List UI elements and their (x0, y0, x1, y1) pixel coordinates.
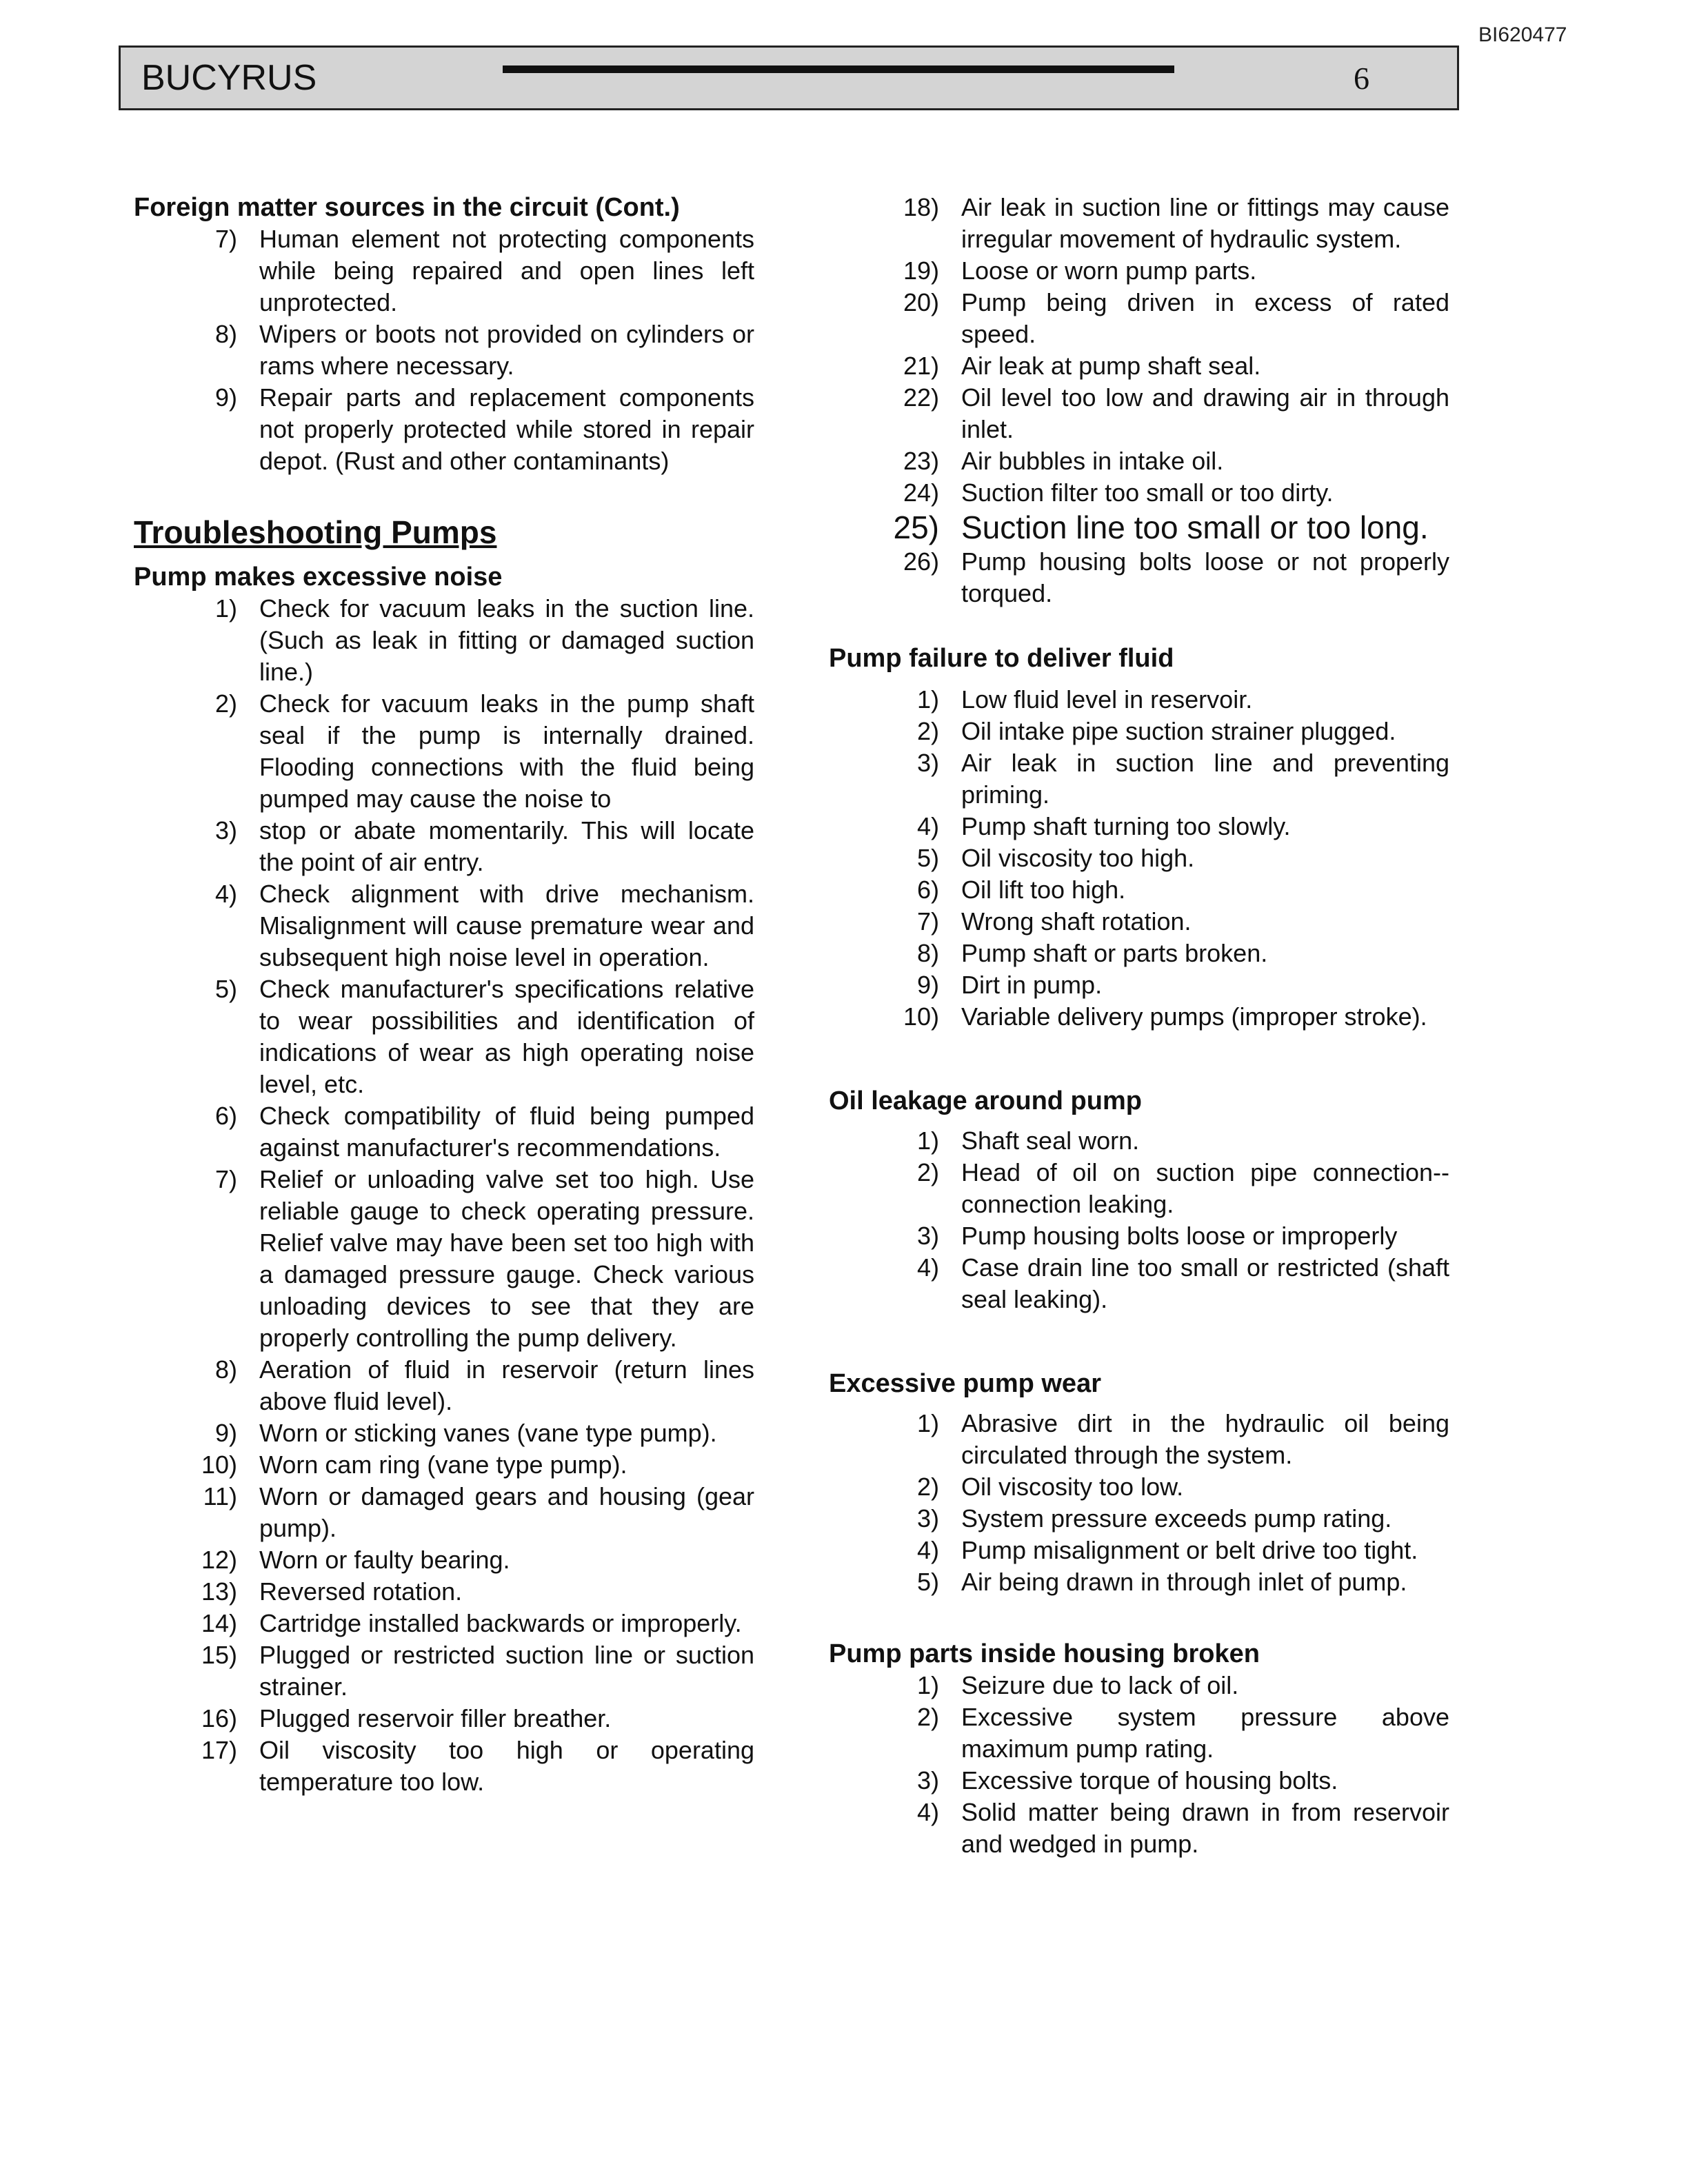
list-item-text: Loose or worn pump parts. (961, 256, 1257, 285)
noise-heading: Pump makes excessive noise (134, 563, 503, 592)
list-item-number: 4) (916, 812, 939, 840)
list-item (161, 1735, 754, 1798)
list-item-number: 4) (916, 1536, 939, 1564)
list-item-text: Case drain line too small or restricted (shaft seal leaking). (961, 1253, 1449, 1313)
list-item-text: System pressure exceeds pump rating. (961, 1504, 1392, 1533)
list-item-number: 5) (214, 975, 237, 1003)
list-item (161, 1481, 754, 1544)
list-item-text: Air being drawn in through inlet of pump. (961, 1568, 1407, 1596)
noise-list (161, 593, 754, 1798)
list-item-text: Suction line too small or too long. (961, 509, 1429, 545)
list-item-number: 1) (916, 685, 939, 714)
list-item (863, 255, 1449, 287)
list-item (863, 1157, 1449, 1220)
list-item (161, 1639, 754, 1703)
list-item (863, 1220, 1449, 1252)
list-item-number: 4) (916, 1798, 939, 1826)
list-item-text: Check manufacturer's specifications relative to wear possibilities and identification of indications of wear as high operating noise level, etc. (259, 975, 754, 1098)
list-item (863, 1670, 1449, 1701)
list-item (161, 1703, 754, 1735)
list-item-number: 7) (214, 1165, 237, 1193)
list-item-number: 15) (201, 1641, 237, 1669)
list-item (161, 1449, 754, 1481)
list-item-text: Check for vacuum leaks in the pump shaft seal if the pump is internally drained. Flooding connections with the fluid being pumped may cause the noise to (259, 689, 754, 813)
list-item (863, 1765, 1449, 1797)
list-item (161, 1576, 754, 1608)
list-item-text: Pump housing bolts loose or improperly (961, 1222, 1398, 1250)
list-item (863, 1252, 1449, 1315)
list-item-text: Oil lift too high. (961, 876, 1126, 904)
list-item-number: 26) (903, 547, 939, 576)
list-item-text: Air bubbles in intake oil. (961, 447, 1224, 475)
list-item-text: Excessive torque of housing bolts. (961, 1766, 1338, 1794)
list-item (863, 1471, 1449, 1503)
right-column (829, 192, 1449, 1860)
list-item (863, 445, 1449, 477)
list-item-text: Pump shaft or parts broken. (961, 939, 1268, 967)
noise-list-continued (863, 192, 1449, 609)
list-item-text: Oil level too low and drawing air in through inlet. (961, 383, 1449, 443)
list-item (863, 546, 1449, 609)
list-item-text: Plugged or restricted suction line or suction strainer. (259, 1641, 754, 1701)
list-item-number: 22) (903, 383, 939, 412)
list-item-number: 10) (201, 1450, 237, 1479)
list-item (863, 906, 1449, 938)
list-item-text: Pump being driven in excess of rated speed. (961, 288, 1449, 348)
foreign-matter-heading: Foreign matter sources in the circuit (Cont.) (134, 193, 680, 222)
leakage-heading: Oil leakage around pump (829, 1086, 1142, 1115)
list-item-text: Pump housing bolts loose or not properly torqued. (961, 547, 1449, 607)
list-item-number: 7) (916, 907, 939, 936)
list-item-text: Air leak in suction line and preventing priming. (961, 749, 1449, 809)
list-item (161, 1100, 754, 1164)
list-item-number: 6) (916, 876, 939, 904)
list-item-number: 6) (214, 1102, 237, 1130)
list-item-text: Solid matter being drawn in from reservoir and wedged in pump. (961, 1798, 1449, 1858)
list-item-text: Air leak at pump shaft seal. (961, 352, 1261, 380)
list-item-number: 5) (916, 1568, 939, 1596)
list-item-number: 20) (903, 288, 939, 316)
failure-list (863, 684, 1449, 1033)
list-item-number: 9) (214, 383, 237, 412)
document-id: BI620477 (1478, 23, 1567, 46)
list-item (863, 1001, 1449, 1033)
list-item-text: Aeration of fluid in reservoir (return lines above fluid level). (259, 1355, 754, 1415)
list-item (161, 223, 754, 318)
list-item-text: Seizure due to lack of oil. (961, 1671, 1239, 1699)
list-item (863, 969, 1449, 1001)
list-item-number: 3) (916, 1766, 939, 1794)
list-item-number: 13) (201, 1577, 237, 1606)
list-item-text: Head of oil on suction pipe connection--connection leaking. (961, 1158, 1449, 1218)
list-item (161, 1354, 754, 1417)
list-item-number: 8) (214, 320, 237, 348)
list-item-text: Worn or sticking vanes (vane type pump). (259, 1419, 717, 1447)
list-item (863, 287, 1449, 350)
broken-heading: Pump parts inside housing broken (829, 1639, 1260, 1668)
list-item-number: 1) (916, 1126, 939, 1155)
page-header (119, 46, 1459, 110)
list-item-text: Cartridge installed backwards or improperly. (259, 1609, 742, 1637)
list-item (863, 747, 1449, 811)
list-item-number: 18) (903, 193, 939, 221)
list-item-text: Abrasive dirt in the hydraulic oil being circulated through the system. (961, 1409, 1449, 1469)
list-item-text: Worn or damaged gears and housing (gear pump). (259, 1482, 754, 1542)
list-item-number: 2) (916, 1158, 939, 1186)
list-item (161, 593, 754, 688)
list-item-number: 8) (214, 1355, 237, 1384)
list-item-number: 3) (916, 749, 939, 777)
list-item-text: Check compatibility of fluid being pumped against manufacturer's recommendations. (259, 1102, 754, 1162)
list-item (161, 878, 754, 973)
brand-name: BUCYRUS (141, 58, 317, 98)
list-item (863, 1701, 1449, 1765)
header-rule (503, 65, 1174, 73)
list-item (863, 1797, 1449, 1860)
wear-list (863, 1408, 1449, 1598)
list-item-text: Check for vacuum leaks in the suction line. (Such as leak in fitting or damaged suction line.) (259, 594, 754, 686)
list-item (863, 1125, 1449, 1157)
list-item (863, 874, 1449, 906)
list-item-text: Air leak in suction line or fittings may cause irregular movement of hydraulic system. (961, 193, 1449, 253)
list-item-text: Low fluid level in reservoir. (961, 685, 1253, 714)
list-item (161, 1164, 754, 1354)
list-item-number: 8) (916, 939, 939, 967)
list-item-number: 3) (214, 816, 237, 845)
list-item-number: 9) (916, 971, 939, 999)
list-item (161, 382, 754, 477)
list-item-text: Oil viscosity too high or operating temperature too low. (259, 1736, 754, 1796)
list-item-text: Pump shaft turning too slowly. (961, 812, 1291, 840)
list-item (863, 938, 1449, 969)
list-item-number: 16) (201, 1704, 237, 1732)
list-item-number: 4) (214, 880, 237, 908)
list-item-number: 1) (916, 1409, 939, 1437)
list-item (161, 973, 754, 1100)
list-item-number: 2) (916, 1703, 939, 1731)
list-item (863, 842, 1449, 874)
list-item-number: 2) (916, 1473, 939, 1501)
list-item (161, 1544, 754, 1576)
list-item-number: 2) (916, 717, 939, 745)
list-item-text: Reversed rotation. (259, 1577, 463, 1606)
list-item (863, 684, 1449, 716)
list-item-number: 2) (214, 689, 237, 718)
list-item-number: 7) (214, 225, 237, 253)
list-item (863, 509, 1449, 546)
list-item (161, 1417, 754, 1449)
list-item (863, 811, 1449, 842)
list-item-number: 9) (214, 1419, 237, 1447)
list-item-number: 23) (903, 447, 939, 475)
list-item-number: 25) (893, 509, 939, 545)
list-item-number: 3) (916, 1504, 939, 1533)
wear-heading: Excessive pump wear (829, 1369, 1101, 1398)
list-item-number: 24) (903, 478, 939, 507)
list-item-number: 1) (916, 1671, 939, 1699)
list-item-text: Plugged reservoir filler breather. (259, 1704, 612, 1732)
page-number: 6 (1354, 61, 1369, 96)
list-item-number: 10) (903, 1002, 939, 1031)
broken-list (863, 1670, 1449, 1860)
list-item (161, 318, 754, 382)
list-item-number: 19) (903, 256, 939, 285)
list-item-number: 11) (203, 1482, 237, 1510)
list-item-text: Human element not protecting components while being repaired and open lines left unprotected. (259, 225, 754, 316)
list-item-text: Check alignment with drive mechanism. Misalignment will cause premature wear and subsequent high noise level in operation. (259, 880, 754, 971)
list-item-number: 14) (201, 1609, 237, 1637)
troubleshooting-title: Troubleshooting Pumps (134, 514, 497, 550)
list-item-number: 5) (916, 844, 939, 872)
list-item (863, 1566, 1449, 1598)
list-item-text: Dirt in pump. (961, 971, 1103, 999)
list-item-text: Variable delivery pumps (improper stroke). (961, 1002, 1427, 1031)
list-item-number: 4) (916, 1253, 939, 1282)
list-item (863, 716, 1449, 747)
left-column (134, 192, 754, 1798)
list-item (863, 1503, 1449, 1535)
list-item (863, 382, 1449, 445)
list-item-text: Oil viscosity too low. (961, 1473, 1184, 1501)
leakage-list (863, 1125, 1449, 1315)
list-item-text: Worn or faulty bearing. (259, 1546, 510, 1574)
list-item-text: Relief or unloading valve set too high. Use reliable gauge to check operating pressure. Relief valve may have been set too high with a damaged pressure gauge. Check various unloading devices to see that they are properly controlling the pump delivery. (259, 1165, 754, 1352)
list-item-text: Wrong shaft rotation. (961, 907, 1192, 936)
list-item-number: 21) (903, 352, 939, 380)
list-item (161, 815, 754, 878)
failure-heading: Pump failure to deliver fluid (829, 644, 1174, 673)
list-item (161, 1608, 754, 1639)
list-item-text: Oil intake pipe suction strainer plugged. (961, 717, 1396, 745)
list-item (863, 192, 1449, 255)
list-item-text: Repair parts and replacement components not properly protected while stored in repair depot. (Rust and other contaminants) (259, 383, 754, 475)
list-item-text: Pump misalignment or belt drive too tight. (961, 1536, 1418, 1564)
foreign-matter-list (161, 223, 754, 477)
list-item-text: stop or abate momentarily. This will locate the point of air entry. (259, 816, 754, 876)
list-item-text: Oil viscosity too high. (961, 844, 1195, 872)
list-item-number: 3) (916, 1222, 939, 1250)
list-item-number: 12) (201, 1546, 237, 1574)
list-item (161, 688, 754, 815)
list-item-number: 1) (214, 594, 237, 623)
list-item (863, 1535, 1449, 1566)
list-item-number: 17) (201, 1736, 237, 1764)
list-item (863, 350, 1449, 382)
list-item-text: Excessive system pressure above maximum pump rating. (961, 1703, 1449, 1763)
list-item-text: Wipers or boots not provided on cylinders or rams where necessary. (259, 320, 754, 380)
list-item-text: Suction filter too small or too dirty. (961, 478, 1334, 507)
list-item (863, 1408, 1449, 1471)
list-item (863, 477, 1449, 509)
list-item-text: Worn cam ring (vane type pump). (259, 1450, 627, 1479)
list-item-text: Shaft seal worn. (961, 1126, 1140, 1155)
